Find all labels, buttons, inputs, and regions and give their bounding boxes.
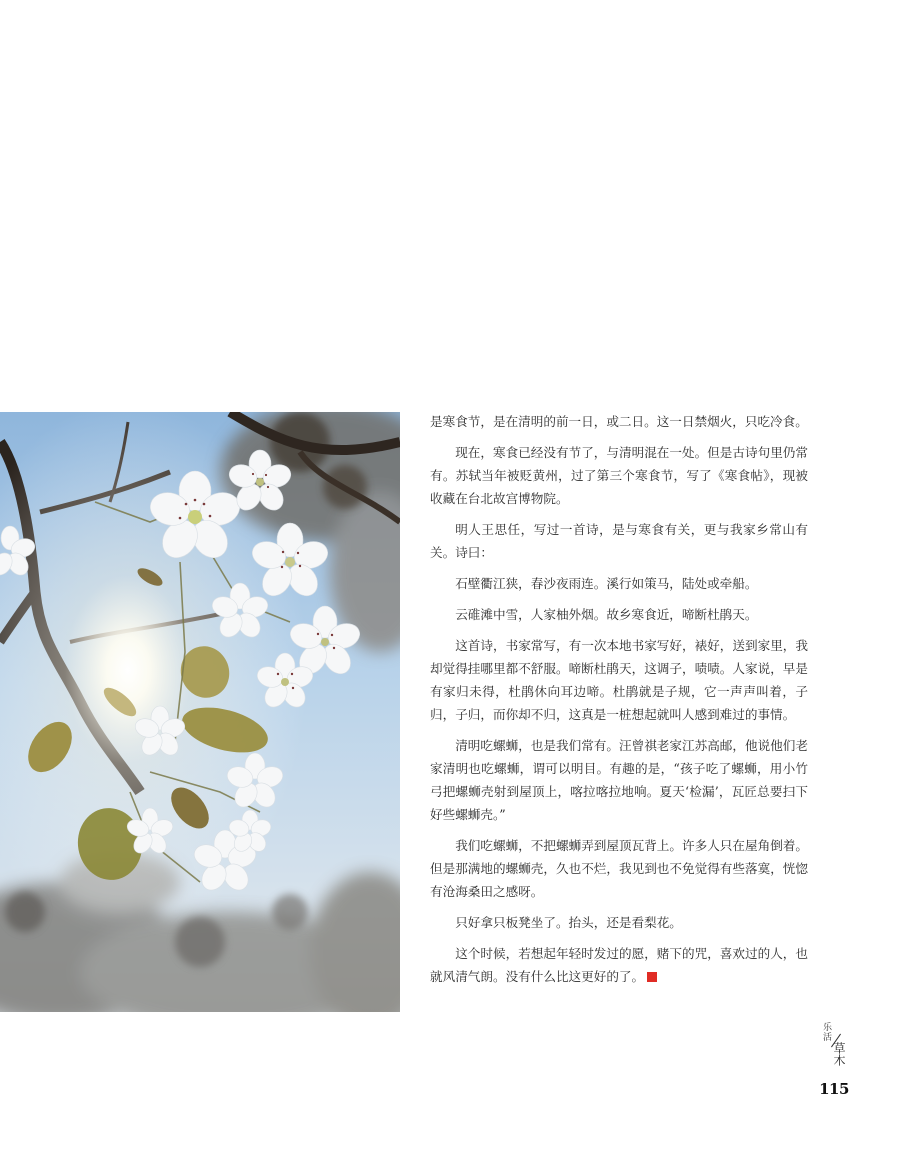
poem-line: 石壁衢江狭，春沙夜雨连。溪行如策马，陆处或牵船。: [455, 576, 758, 591]
section-label: [819, 1020, 849, 1066]
paragraph-last: [430, 942, 808, 988]
paragraph: 只好拿只板凳坐了。抬头，还是看梨花。: [455, 915, 682, 930]
paragraph: 清明吃螺蛳，也是我们常有。汪曾祺老家江苏高邮，他说他们老家清明也吃螺蛳，谓可以明目。有趣的是，“孩子吃了螺蛳，用小竹弓把螺蛳壳射到屋顶上，喀拉喀拉地响。夏天‘检漏’，瓦匠总要扫下好些螺蛳壳。”: [430, 738, 808, 822]
paragraph: 是寒食节，是在清明的前一日，或二日。这一日禁烟火，只吃冷食。: [430, 414, 808, 429]
paragraph: 现在，寒食已经没有节了，与清明混在一处。但是古诗句里仍常有。苏轼当年被贬黄州，过了第三个寒食节，写了《寒食帖》，现被收藏在台北故宫博物院。: [430, 445, 808, 506]
article-body: [430, 410, 808, 996]
last-paragraph-text: 这个时候，若想起年轻时发过的愿，赌下的咒，喜欢过的人，也就风清气朗。没有什么比这更好的了。: [430, 946, 808, 984]
section-title: 草木: [832, 1042, 846, 1066]
photo-illustration: [0, 412, 400, 1012]
paragraph: 这首诗，书家常写，有一次本地书家写好，裱好，送到家里，我却觉得挂哪里都不舒服。啼断杜鹃天，这调子，啧啧。人家说，早是有家归未得，杜鹃休向耳边啼。杜鹃就是子规，它一声声叫着，子归，子归，而你却不归，这真是一桩想起就叫人感到难过的事情。: [430, 638, 808, 722]
page-number: 115: [819, 1080, 849, 1098]
section-category: 乐活: [821, 1022, 831, 1042]
end-mark-square: [647, 972, 657, 982]
page-folio: [819, 1020, 849, 1098]
poem-line: 云碓滩中雪，人家柚外烟。故乡寒食近，啼断杜鹃天。: [455, 607, 758, 622]
paragraph: 明人王思任，写过一首诗，是与寒食有关，更与我家乡常山有关。诗曰：: [430, 522, 808, 560]
paragraph: 我们吃螺蛳，不把螺蛳弄到屋顶瓦背上。许多人只在屋角倒着。但是那满地的螺蛳壳，久也不烂，我见到也不免觉得有些落寞，恍惚有沧海桑田之感呀。: [430, 838, 808, 899]
pear-blossom-photo: [0, 412, 400, 1012]
